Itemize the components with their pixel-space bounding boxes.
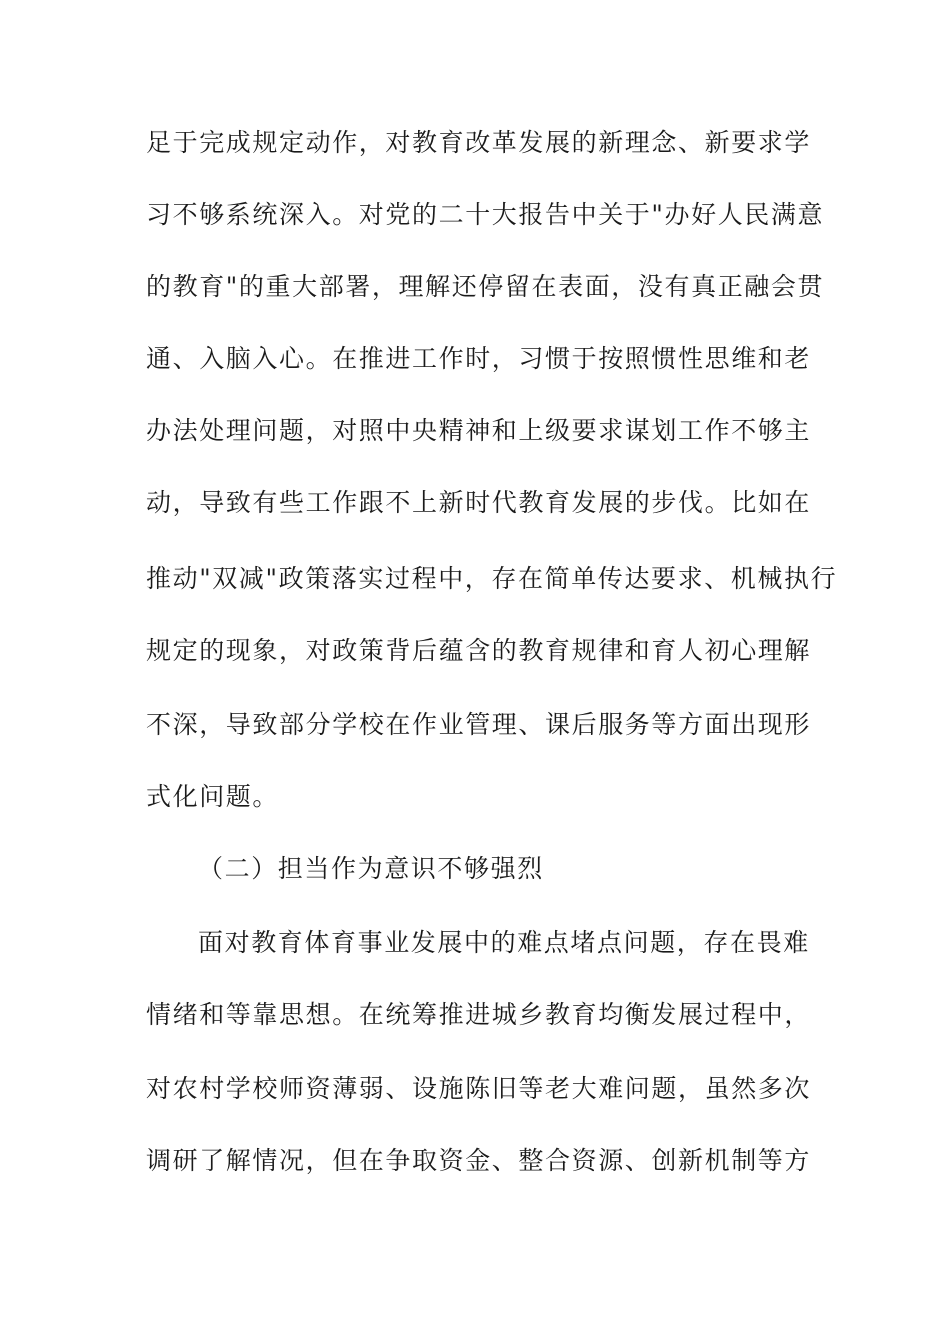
paragraph-1-line-2: 习不够系统深入。对党的二十大报告中关于"办好人民满意	[146, 200, 825, 229]
paragraph-1-line-6: 动，导致有些工作跟不上新时代教育发展的步伐。比如在	[146, 488, 812, 517]
paragraph-2-line-2: 情绪和等靠思想。在统筹推进城乡教育均衡发展过程中，	[146, 1000, 812, 1029]
paragraph-1-line-7: 推动"双减"政策落实过程中，存在简单传达要求、机械执行	[146, 564, 838, 593]
paragraph-1-line-4: 通、入脑入心。在推进工作时，习惯于按照惯性思维和老	[146, 344, 812, 373]
paragraph-1-line-8: 规定的现象，对政策背后蕴含的教育规律和育人初心理解	[146, 636, 812, 665]
paragraph-1-line-10: 式化问题。	[146, 782, 280, 811]
paragraph-1-line-9: 不深，导致部分学校在作业管理、课后服务等方面出现形	[146, 710, 812, 739]
paragraph-1-line-3: 的教育"的重大部署，理解还停留在表面，没有真正融会贯	[146, 272, 825, 301]
paragraph-1-line-5: 办法处理问题，对照中央精神和上级要求谋划工作不够主	[146, 416, 812, 445]
paragraph-2-line-4: 调研了解情况，但在争取资金、整合资源、创新机制等方	[146, 1146, 812, 1175]
section-heading: （二）担当作为意识不够强烈	[198, 854, 544, 883]
paragraph-1-line-1: 足于完成规定动作，对教育改革发展的新理念、新要求学	[146, 128, 812, 157]
paragraph-2-line-1: 面对教育体育事业发展中的难点堵点问题，存在畏难	[198, 928, 810, 957]
paragraph-2-line-3: 对农村学校师资薄弱、设施陈旧等老大难问题，虽然多次	[146, 1074, 812, 1103]
